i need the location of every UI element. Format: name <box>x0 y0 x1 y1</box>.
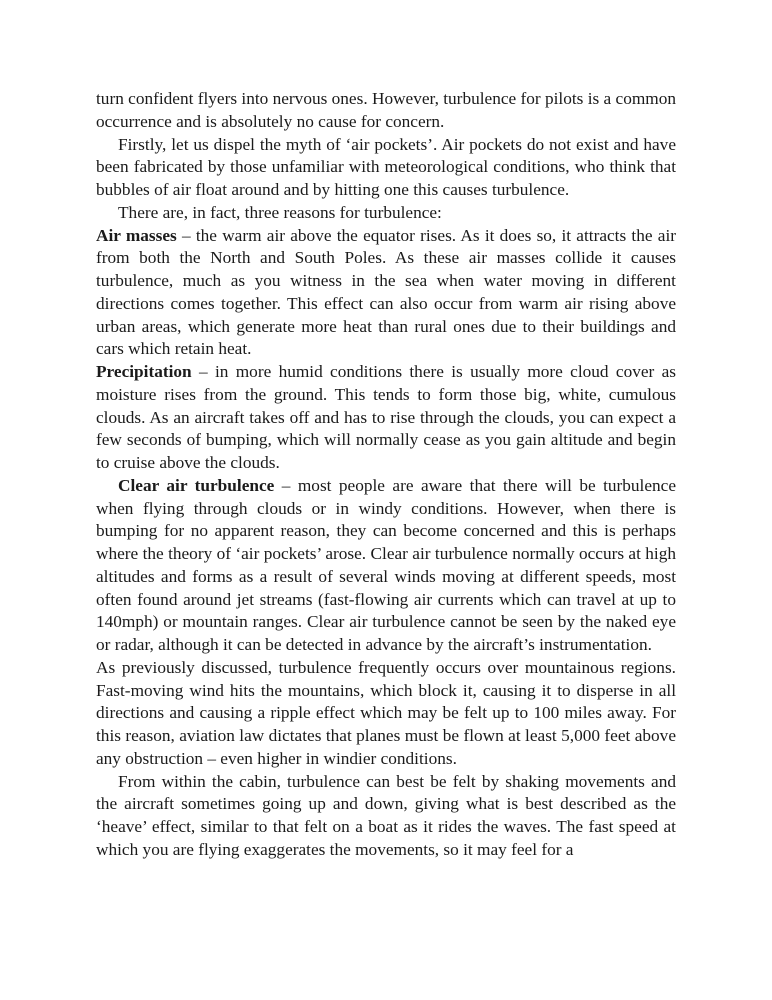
paragraph-precipitation <box>96 361 676 475</box>
paragraph-text: – the warm air above the equator rises. As it does so, it attracts the air from both the North and South Poles. As these air masses collide it causes turbulence, much as you witness in the sea when water moving in different directions comes together. This effect can also occur from warm air rising above urban areas, which generate more heat than rural ones due to their buildings and cars which retain heat. <box>96 225 677 359</box>
paragraph-text: There are, in fact, three reasons for turbulence: <box>118 202 442 222</box>
term-clear-air-turbulence: Clear air turbulence <box>118 475 275 495</box>
paragraph-cabin-experience <box>96 771 676 862</box>
paragraph-text: From within the cabin, turbulence can best be felt by shaking movements and the aircraft sometimes going up and down, giving what is best described as the ‘heave’ effect, similar to that felt on a boat as it rides the waves. The fast speed at which you are flying exaggerates the movements, so it may feel for a <box>96 771 676 859</box>
paragraph-air-pockets-myth <box>96 134 676 202</box>
paragraph-text: turn confident flyers into nervous ones. However, turbulence for pilots is a common occurrence and is absolutely no cause for concern. <box>96 89 677 131</box>
paragraph-air-masses <box>96 225 676 362</box>
paragraph-text: Firstly, let us dispel the myth of ‘air pockets’. Air pockets do not exist and have been fabricated by those unfamiliar with meteorological conditions, who think that bubbles of air float around and by hitting one this causes turbulence. <box>96 134 676 199</box>
paragraph-intro-continuation <box>96 88 676 134</box>
term-air-masses: Air masses <box>96 225 177 245</box>
paragraph-text: – most people are aware that there will be turbulence when flying through clouds or in windy conditions. However, when there is bumping for no apparent reason, they can become concerned and this is perhaps where the theory of ‘air pockets’ arose. Clear air turbulence normally occurs at high altitudes and forms as a result of several winds moving at different speeds, most often found around jet streams (fast-flowing air currents which can travel at up to 140mph) or mountain ranges. Clear air turbulence cannot be seen by the naked eye or radar, although it can be detected in advance by the aircraft’s instrumentation. <box>96 475 676 654</box>
paragraph-mountainous-regions <box>96 657 676 771</box>
term-precipitation: Precipitation <box>96 362 192 381</box>
page-body <box>96 88 676 862</box>
paragraph-clear-air-turbulence <box>96 475 676 657</box>
paragraph-text: – in more humid conditions there is usually more cloud cover as moisture rises from the ground. This tends to form those big, white, cumulous clouds. As an aircraft takes off and has to rise through the clouds, you can expect a few seconds of bumping, which will normally cease as you gain altitude and begin to cruise above the clouds. <box>96 362 676 472</box>
paragraph-three-reasons <box>96 202 676 225</box>
paragraph-text: As previously discussed, turbulence frequently occurs over mountainous regions. Fast-moving wind hits the mountains, which block it, causing it to disperse in all directions and causing a ripple effect which may be felt up to 100 miles away. For this reason, aviation law dictates that planes must be flown at least 5,000 feet above any obstruction – even higher in windier conditions. <box>96 657 676 768</box>
